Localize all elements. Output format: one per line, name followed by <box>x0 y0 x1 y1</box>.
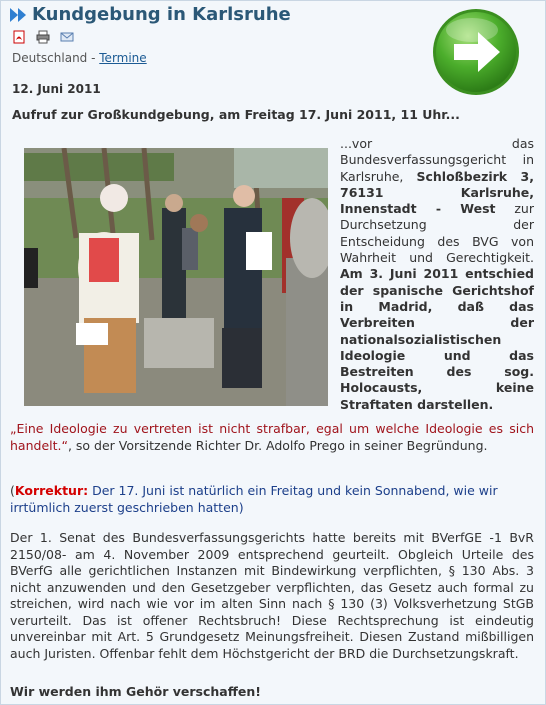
print-icon[interactable] <box>36 30 50 44</box>
correction-open: ( <box>10 483 15 498</box>
article-photo <box>24 148 328 406</box>
double-arrow-icon <box>10 8 28 22</box>
correction-note <box>10 482 534 516</box>
email-icon[interactable] <box>60 30 74 44</box>
correction-label: Korrektur: <box>14 483 89 498</box>
article-toolbar <box>12 30 74 44</box>
category-prefix: Deutschland - <box>12 51 100 65</box>
quote-rest: , so der Vorsitzende Richter Dr. Adolfo Prego in seiner Begründung. <box>67 438 488 453</box>
side-bold-end: Am 3. Juni 2011 entschied der spanische Gerichtshof in Madrid, daß das Verbreiten der nationalsozialistischen Ideologie und das Bestreiten des sog. Holocausts, keine Straftaten darstellen. <box>340 266 534 412</box>
article-date: 12. Juni 2011 <box>12 82 101 96</box>
article-header <box>10 4 291 25</box>
correction-text: Der 17. Juni ist natürlich ein Freitag und kein Sonnabend, wie wir irrtümlich zuerst geschrieben hatten) <box>10 483 498 515</box>
breadcrumb <box>12 51 147 65</box>
article-lead: Aufruf zur Großkundgebung, am Freitag 17. Juni 2011, 11 Uhr... <box>12 107 460 122</box>
category-link-termine[interactable]: Termine <box>99 51 147 65</box>
quote-red: „Eine Ideologie zu vertreten ist nicht strafbar, egal um welche Ideologie es sich handelt.“ <box>10 421 534 453</box>
page-title: Kundgebung in Karlsruhe <box>32 4 291 25</box>
side-intro: ...vor das Bundesverfassungsgericht in Karlsruhe, <box>340 136 534 184</box>
article-body: Der 1. Senat des Bundesverfassungsgerichts hatte bereits mit BVerfGE -1 BvR 2150/08- am 4. November 2009 entsprechend geurteilt. Obgleich Urteile des BVerfG alle gerichtlichen Instanzen mit Bindewirkung verpflichten, § 130 Abs. 3 nicht anzuwenden und den Gesetzgeber verpflichten, das Gesetz auch formal zu streichen, wird nach wie vor im alten Sinn nach § 130 (3) Volksverhetzung StGB verurteilt. Das ist offener Rechtsbruch! Diese Rechtsprechung ist eindeutig unvereinbar mit Art. 5 Grundgesetz Meinungsfreiheit. Diesen Zustand mißbilligen auch Juristen. Offenbar fehlt dem Höchstgericht der BRD die Durchsetzungskraft. <box>10 530 534 661</box>
side-text <box>340 136 534 413</box>
side-middle: zur Durchsetzung der Entscheidung des BVG von Wahrheit und Gerechtigkeit. <box>340 201 534 266</box>
article-closing: Wir werden ihm Gehör verschaffen! <box>10 684 261 699</box>
side-address: Schloßbezirk 3, 76131 Karlsruhe, Innenstadt - West <box>340 168 534 217</box>
next-button[interactable] <box>430 6 522 98</box>
judge-quote <box>10 420 534 454</box>
pdf-icon[interactable] <box>12 30 26 44</box>
